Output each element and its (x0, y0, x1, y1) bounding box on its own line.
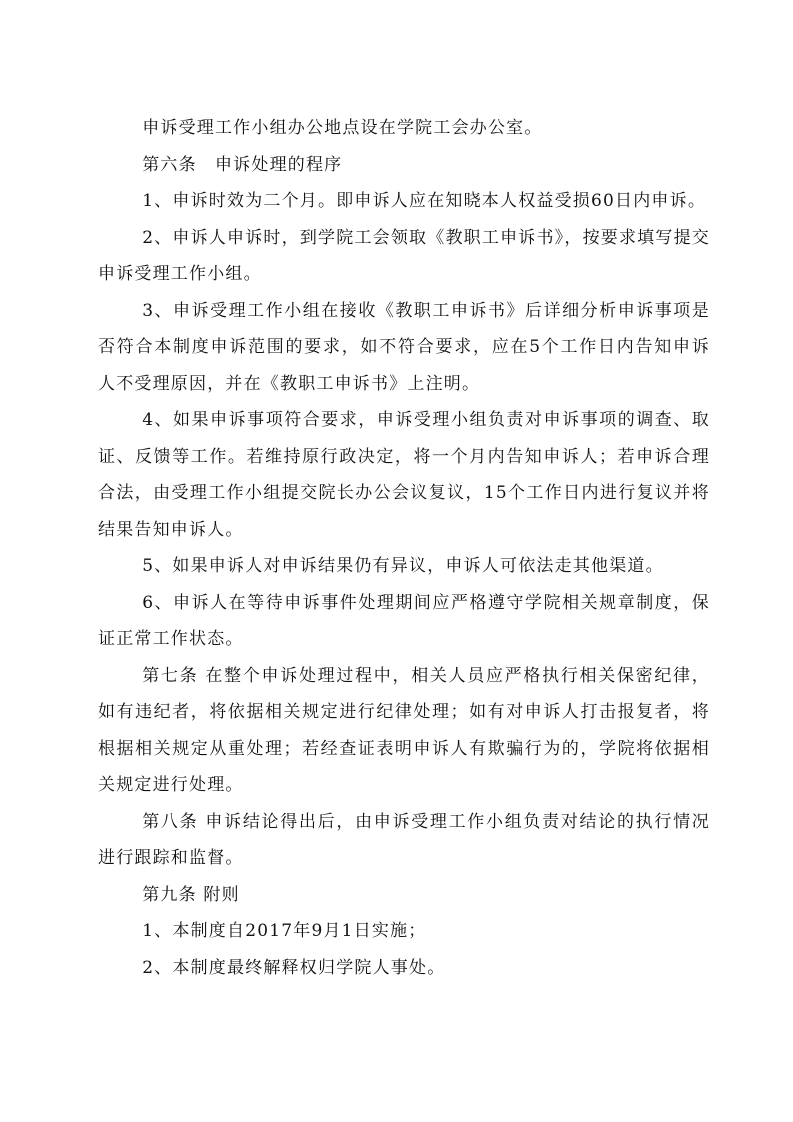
paragraph-office-location: 申诉受理工作小组办公地点设在学院工会办公室。 (142, 118, 543, 138)
article-9-heading: 第九条 附则 (142, 884, 240, 905)
article-8-paragraph: 第八条 申诉结论得出后，由申诉受理工作小组负责对结论的执行情况进行跟踪和监督。 (98, 811, 710, 868)
paragraph-item-4: 4、如果申诉事项符合要求，申诉受理小组负责对申诉事项的调查、取证、反馈等工作。若维持原行政决定，将一个月内告知申诉人；若申诉合理合法，由受理工作小组提交院长办公会议复议，15个工作日内进行复议并将结果告知申诉人。 (98, 410, 710, 540)
document-body (98, 110, 710, 986)
paragraph-item-2: 2、申诉人申诉时，到学院工会领取《教职工申诉书》，按要求填写提交申诉受理工作小组。 (98, 227, 710, 284)
paragraph-item-1: 1、申诉时效为二个月。即申诉人应在知晓本人权益受损60日内申诉。 (142, 191, 707, 211)
paragraph-item-3: 3、申诉受理工作小组在接收《教职工申诉书》后详细分析申诉事项是否符合本制度申诉范围的要求，如不符合要求，应在5个工作日内告知申诉人不受理原因，并在《教职工申诉书》上注明。 (98, 300, 710, 394)
appendix-item-1: 1、本制度自2017年9月1日实施； (142, 921, 427, 941)
article-6-heading: 第六条 申诉处理的程序 (142, 154, 343, 175)
article-7-paragraph: 第七条 在整个申诉处理过程中，相关人员应严格执行相关保密纪律，如有违纪者，将依据相关规定进行纪律处理；如有对申诉人打击报复者，将根据相关规定从重处理；若经查证表明申诉人有欺骗行为的，学院将依据相关规定进行处理。 (98, 665, 710, 795)
appendix-item-2: 2、本制度最终解释权归学院人事处。 (142, 957, 446, 978)
paragraph-item-6: 6、申诉人在等待申诉事件处理期间应严格遵守学院相关规章制度，保证正常工作状态。 (98, 592, 710, 649)
paragraph-item-5: 5、如果申诉人对申诉结果仍有异议，申诉人可依法走其他渠道。 (142, 556, 664, 576)
